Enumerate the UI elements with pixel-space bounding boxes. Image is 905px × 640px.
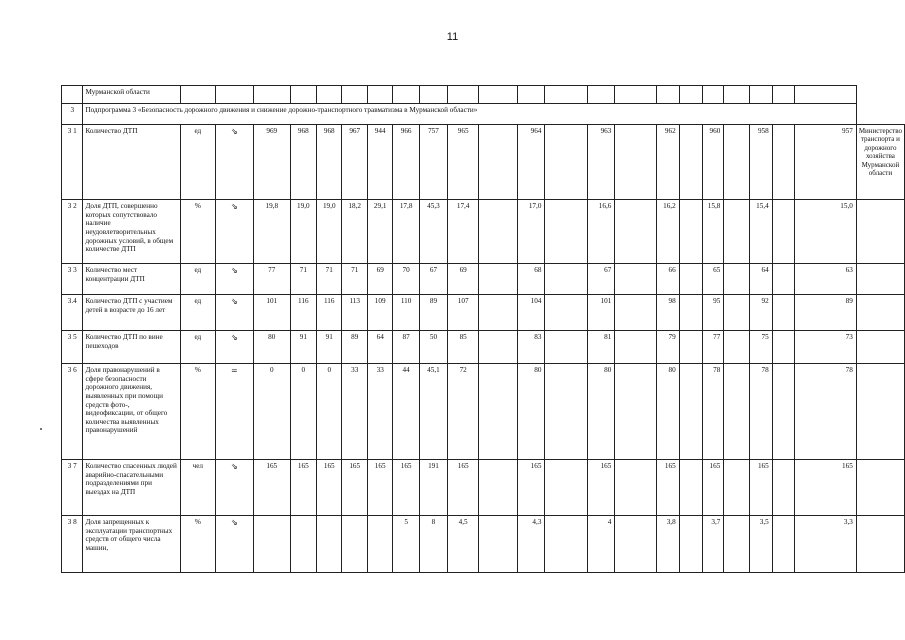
- value-cell: [479, 295, 518, 331]
- value-cell: 78: [703, 364, 724, 460]
- value-cell: [772, 200, 794, 264]
- value-cell: [342, 516, 367, 573]
- value-cell: 80: [253, 331, 290, 364]
- value-cell: 89: [342, 331, 367, 364]
- subprogram-title: Подпрограмма 3 «Безопасность дорожного движения и снижение дорожно-транспортного травматизма в Мурманской области»: [83, 104, 856, 125]
- unit-cell: ед: [180, 125, 215, 200]
- value-cell: [679, 200, 703, 264]
- value-cell: 165: [518, 460, 545, 516]
- value-cell: 66: [656, 264, 679, 295]
- value-cell: [724, 264, 750, 295]
- value-cell: 968: [290, 125, 316, 200]
- value-cell: [545, 364, 588, 460]
- value-cell: 68: [518, 264, 545, 295]
- value-cell: [545, 516, 588, 573]
- value-cell: 107: [448, 295, 479, 331]
- row-number: 3 2: [62, 200, 83, 264]
- value-cell: 78: [750, 364, 773, 460]
- responsible-cell: [856, 460, 904, 516]
- value-cell: 19,8: [253, 200, 290, 264]
- value-cell: 89: [419, 295, 447, 331]
- value-cell: 67: [587, 264, 614, 295]
- trend-up-icon: ⇘: [215, 200, 253, 264]
- value-cell: 72: [448, 364, 479, 460]
- value-cell: 18,2: [342, 200, 367, 264]
- value-cell: [479, 331, 518, 364]
- value-cell: [290, 516, 316, 573]
- trend-up-icon: ⇘: [215, 295, 253, 331]
- value-cell: [679, 125, 703, 200]
- value-cell: [724, 295, 750, 331]
- value-cell: 116: [290, 295, 316, 331]
- value-cell: 109: [367, 295, 392, 331]
- value-cell: 17,0: [518, 200, 545, 264]
- value-cell: 165: [794, 460, 856, 516]
- row-number: 3 6: [62, 364, 83, 460]
- value-cell: [724, 364, 750, 460]
- indicator-name: Количество ДТП: [83, 125, 181, 200]
- indicator-name: Доля запрещенных к эксплуатации транспортных средств от общего числа машин,: [83, 516, 181, 573]
- value-cell: 80: [587, 364, 614, 460]
- value-cell: 81: [587, 331, 614, 364]
- value-cell: [772, 331, 794, 364]
- value-cell: 3,3: [794, 516, 856, 573]
- value-cell: 91: [317, 331, 342, 364]
- value-cell: [772, 364, 794, 460]
- page-number: 11: [446, 31, 459, 43]
- row-number: 3.4: [62, 295, 83, 331]
- value-cell: 71: [317, 264, 342, 295]
- value-cell: [479, 200, 518, 264]
- value-cell: 95: [703, 295, 724, 331]
- unit-cell: ед: [180, 331, 215, 364]
- value-cell: 165: [703, 460, 724, 516]
- value-cell: 85: [448, 331, 479, 364]
- indicator-row: [62, 200, 905, 264]
- value-cell: [545, 264, 588, 295]
- value-cell: 3,5: [750, 516, 773, 573]
- value-cell: 968: [317, 125, 342, 200]
- responsible-cell: Министерство транспорта и дорожного хозяйства Мурманской области: [856, 125, 904, 200]
- value-cell: [615, 460, 657, 516]
- value-cell: 165: [750, 460, 773, 516]
- row-number: 3 1: [62, 125, 83, 200]
- responsible-cell: [856, 331, 904, 364]
- value-cell: 165: [317, 460, 342, 516]
- value-cell: 65: [703, 264, 724, 295]
- region-row: [62, 86, 905, 104]
- value-cell: 71: [290, 264, 316, 295]
- value-cell: [479, 125, 518, 200]
- indicator-row: [62, 364, 905, 460]
- indicator-row: [62, 264, 905, 295]
- value-cell: 15,0: [794, 200, 856, 264]
- indicator-row: [62, 516, 905, 573]
- value-cell: 4,5: [448, 516, 479, 573]
- scan-speck: [40, 428, 42, 430]
- value-cell: 16,2: [656, 200, 679, 264]
- value-cell: 19,0: [290, 200, 316, 264]
- value-cell: [545, 331, 588, 364]
- value-cell: 967: [342, 125, 367, 200]
- value-cell: [615, 364, 657, 460]
- value-cell: [615, 331, 657, 364]
- value-cell: [367, 516, 392, 573]
- responsible-cell: [856, 516, 904, 573]
- value-cell: 33: [342, 364, 367, 460]
- indicator-name: Количество мест концентрации ДТП: [83, 264, 181, 295]
- value-cell: 165: [367, 460, 392, 516]
- value-cell: 67: [419, 264, 447, 295]
- value-cell: 4,3: [518, 516, 545, 573]
- row-number: 3 8: [62, 516, 83, 573]
- value-cell: [253, 516, 290, 573]
- value-cell: 16,6: [587, 200, 614, 264]
- trend-up-icon: ⇘: [215, 331, 253, 364]
- unit-cell: %: [180, 516, 215, 573]
- value-cell: 50: [419, 331, 447, 364]
- value-cell: [724, 516, 750, 573]
- value-cell: 165: [448, 460, 479, 516]
- value-cell: 77: [703, 331, 724, 364]
- value-cell: 191: [419, 460, 447, 516]
- value-cell: 69: [448, 264, 479, 295]
- value-cell: 0: [253, 364, 290, 460]
- table-body: [62, 86, 905, 573]
- unit-cell: чел: [180, 460, 215, 516]
- value-cell: 101: [587, 295, 614, 331]
- value-cell: 113: [342, 295, 367, 331]
- value-cell: 75: [750, 331, 773, 364]
- value-cell: 3,7: [703, 516, 724, 573]
- value-cell: [545, 200, 588, 264]
- value-cell: [615, 125, 657, 200]
- value-cell: 165: [342, 460, 367, 516]
- value-cell: 33: [367, 364, 392, 460]
- value-cell: [615, 200, 657, 264]
- value-cell: [615, 295, 657, 331]
- value-cell: [679, 264, 703, 295]
- value-cell: 45,3: [419, 200, 447, 264]
- value-cell: [679, 331, 703, 364]
- trend-up-icon: ⇘: [215, 264, 253, 295]
- value-cell: 0: [290, 364, 316, 460]
- value-cell: 17,8: [393, 200, 419, 264]
- responsible-cell: [856, 200, 904, 264]
- value-cell: 19,0: [317, 200, 342, 264]
- value-cell: [545, 295, 588, 331]
- subprogram-row: [62, 104, 905, 125]
- value-cell: [679, 460, 703, 516]
- value-cell: 87: [393, 331, 419, 364]
- value-cell: 165: [253, 460, 290, 516]
- value-cell: 5: [393, 516, 419, 573]
- value-cell: 80: [518, 364, 545, 460]
- value-cell: 964: [518, 125, 545, 200]
- value-cell: 64: [750, 264, 773, 295]
- value-cell: [479, 516, 518, 573]
- subprogram-number: 3: [62, 104, 83, 125]
- indicator-name: Количество ДТП по вине пешеходов: [83, 331, 181, 364]
- value-cell: [317, 516, 342, 573]
- value-cell: 3,8: [656, 516, 679, 573]
- trend-up-icon: ⇘: [215, 460, 253, 516]
- trend-up-icon: ⇘: [215, 125, 253, 200]
- value-cell: [679, 295, 703, 331]
- value-cell: [479, 460, 518, 516]
- value-cell: [615, 264, 657, 295]
- value-cell: 116: [317, 295, 342, 331]
- value-cell: 79: [656, 331, 679, 364]
- value-cell: 78: [794, 364, 856, 460]
- trend-up-icon: ⇘: [215, 516, 253, 573]
- value-cell: 73: [794, 331, 856, 364]
- value-cell: [772, 264, 794, 295]
- row-number: 3 7: [62, 460, 83, 516]
- value-cell: 757: [419, 125, 447, 200]
- value-cell: 960: [703, 125, 724, 200]
- value-cell: [479, 364, 518, 460]
- value-cell: 4: [587, 516, 614, 573]
- value-cell: 71: [342, 264, 367, 295]
- value-cell: [679, 516, 703, 573]
- value-cell: 110: [393, 295, 419, 331]
- value-cell: 165: [587, 460, 614, 516]
- value-cell: 44: [393, 364, 419, 460]
- value-cell: 63: [794, 264, 856, 295]
- value-cell: [772, 125, 794, 200]
- unit-cell: ед: [180, 264, 215, 295]
- value-cell: [724, 460, 750, 516]
- value-cell: 969: [253, 125, 290, 200]
- value-cell: 104: [518, 295, 545, 331]
- value-cell: 8: [419, 516, 447, 573]
- value-cell: 0: [317, 364, 342, 460]
- unit-cell: %: [180, 364, 215, 460]
- value-cell: 165: [393, 460, 419, 516]
- value-cell: 17,4: [448, 200, 479, 264]
- value-cell: 966: [393, 125, 419, 200]
- indicator-name: Доля ДТП, совершенно которых сопутствовало наличие неудовлетворительных дорожных условий, в общем количестве ДТП: [83, 200, 181, 264]
- indicator-name: Количество спасенных людей аварийно-спасательными подразделениями при выездах на ДТП: [83, 460, 181, 516]
- value-cell: 91: [290, 331, 316, 364]
- value-cell: [724, 331, 750, 364]
- value-cell: 92: [750, 295, 773, 331]
- value-cell: 83: [518, 331, 545, 364]
- region-label: Мурманской области: [83, 86, 181, 104]
- value-cell: 962: [656, 125, 679, 200]
- value-cell: 965: [448, 125, 479, 200]
- value-cell: [772, 295, 794, 331]
- unit-cell: %: [180, 200, 215, 264]
- value-cell: 77: [253, 264, 290, 295]
- indicator-row: [62, 125, 905, 200]
- value-cell: 69: [367, 264, 392, 295]
- unit-cell: ед: [180, 295, 215, 331]
- value-cell: 15,8: [703, 200, 724, 264]
- equal-sign-icon: =: [215, 364, 253, 460]
- value-cell: [724, 125, 750, 200]
- value-cell: [679, 364, 703, 460]
- value-cell: 15,4: [750, 200, 773, 264]
- responsible-cell: [856, 264, 904, 295]
- value-cell: 80: [656, 364, 679, 460]
- row-number: 3 5: [62, 331, 83, 364]
- indicator-row: [62, 295, 905, 331]
- value-cell: 101: [253, 295, 290, 331]
- indicator-row: [62, 460, 905, 516]
- value-cell: 165: [290, 460, 316, 516]
- value-cell: [772, 460, 794, 516]
- indicator-row: [62, 331, 905, 364]
- responsible-cell: [856, 295, 904, 331]
- value-cell: [615, 516, 657, 573]
- value-cell: 89: [794, 295, 856, 331]
- value-cell: [545, 125, 588, 200]
- value-cell: 64: [367, 331, 392, 364]
- value-cell: [772, 516, 794, 573]
- value-cell: 165: [656, 460, 679, 516]
- value-cell: [479, 264, 518, 295]
- value-cell: 29,1: [367, 200, 392, 264]
- row-number: 3 3: [62, 264, 83, 295]
- indicator-name: Доля правонарушений в сфере безопасности дорожного движения, выявленных при помощи средств фото-, видеофиксации, от общего количества выявленных правонарушений: [83, 364, 181, 460]
- indicator-name: Количество ДТП с участием детей в возрасте до 16 лет: [83, 295, 181, 331]
- value-cell: 70: [393, 264, 419, 295]
- value-cell: 963: [587, 125, 614, 200]
- value-cell: 958: [750, 125, 773, 200]
- value-cell: [724, 200, 750, 264]
- value-cell: 944: [367, 125, 392, 200]
- indicators-table: [61, 85, 905, 573]
- responsible-cell: [856, 364, 904, 460]
- value-cell: 45,1: [419, 364, 447, 460]
- value-cell: 98: [656, 295, 679, 331]
- value-cell: [545, 460, 588, 516]
- value-cell: 957: [794, 125, 856, 200]
